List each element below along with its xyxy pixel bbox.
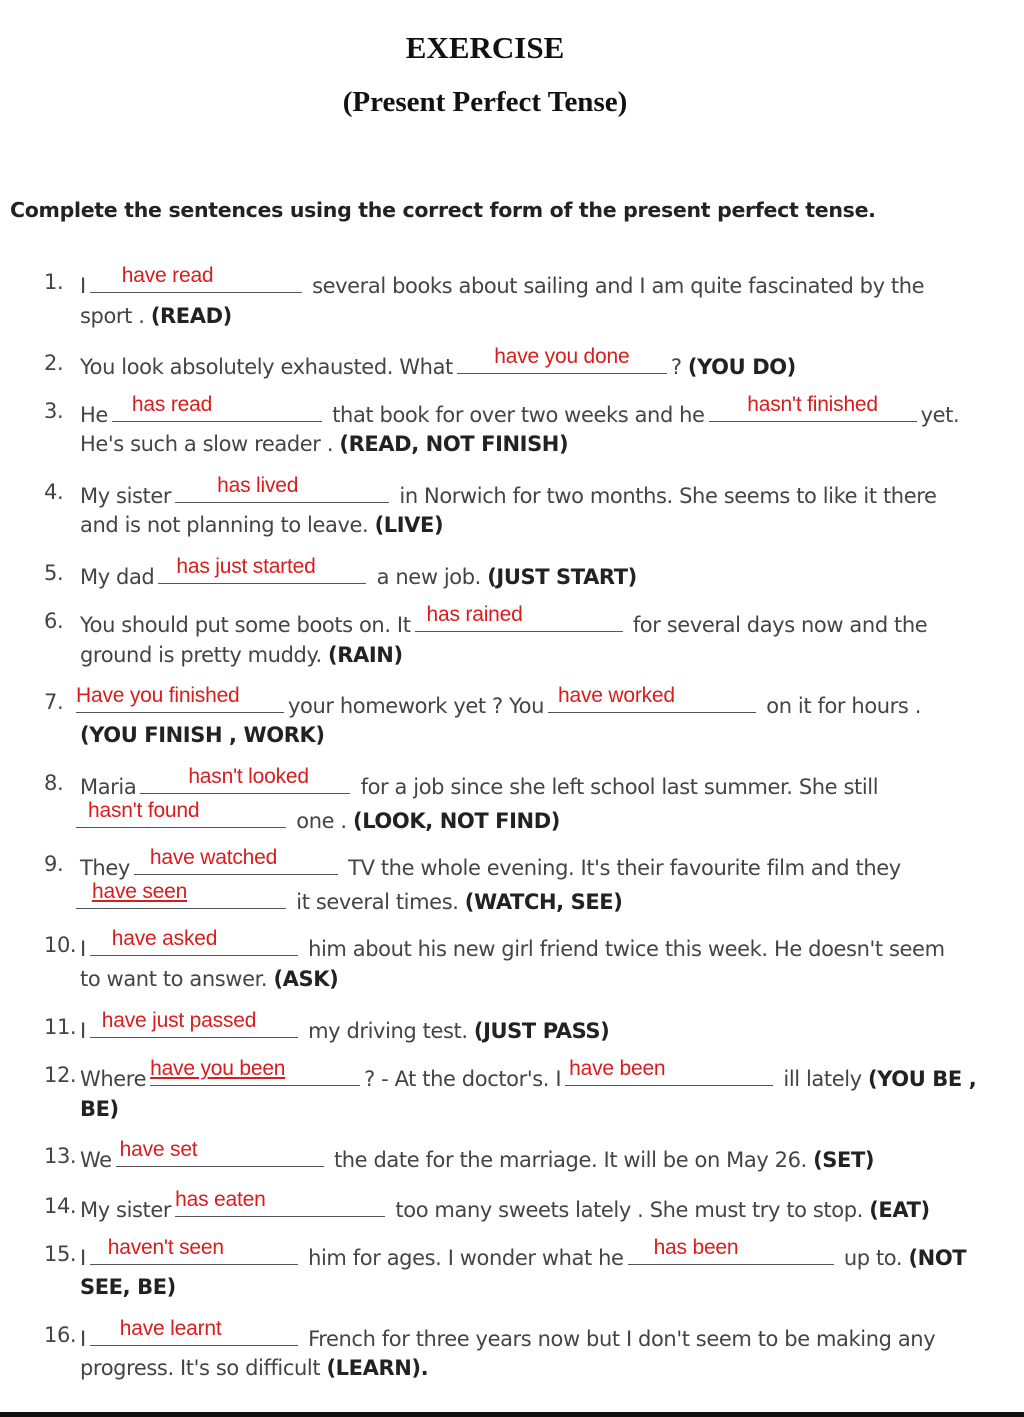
answer-blank[interactable] bbox=[175, 1188, 385, 1217]
sentence-text: I bbox=[80, 937, 86, 961]
answer-blank[interactable] bbox=[76, 684, 284, 713]
exercise-item-12-cont bbox=[80, 1097, 119, 1121]
answer-text: haven't seen bbox=[107, 1236, 224, 1259]
item-number: 14. bbox=[44, 1194, 77, 1218]
sentence-text: a new job. bbox=[376, 565, 481, 589]
exercise-item-15-cont bbox=[80, 1275, 176, 1299]
sentence-text: my driving test. bbox=[308, 1019, 468, 1043]
item-number: 9. bbox=[44, 852, 64, 876]
sentence-text: several books about sailing and I am quite fascinated by the bbox=[312, 274, 925, 298]
exercise-item-10 bbox=[80, 927, 945, 961]
answer-blank[interactable] bbox=[90, 1317, 298, 1346]
item-number: 5. bbox=[44, 561, 64, 585]
answer-blank[interactable] bbox=[76, 880, 286, 909]
exercise-subtitle: (Present Perfect Tense) bbox=[342, 86, 628, 118]
verb-hint: (READ, NOT FINISH) bbox=[339, 432, 569, 456]
answer-text: has read bbox=[131, 393, 213, 416]
verb-hint: (READ) bbox=[150, 304, 232, 328]
answer-text: has eaten bbox=[175, 1188, 266, 1211]
answer-blank[interactable] bbox=[158, 555, 366, 584]
page-bottom-border bbox=[0, 1412, 1024, 1417]
item-number: 2. bbox=[44, 351, 64, 375]
item-number: 12. bbox=[44, 1063, 77, 1087]
sentence-text: He's such a slow reader . bbox=[80, 432, 334, 456]
sentence-text: My dad bbox=[80, 565, 155, 589]
sentence-text: progress. It's so difficult bbox=[80, 1356, 321, 1380]
sentence-text: My sister bbox=[80, 484, 172, 508]
sentence-text: that book for over two weeks and he bbox=[332, 403, 705, 427]
exercise-item-10-cont bbox=[80, 967, 338, 991]
verb-hint: (ASK) bbox=[273, 967, 339, 991]
sentence-text: on it for hours . bbox=[766, 694, 922, 718]
sentence-text: You look absolutely exhausted. What bbox=[80, 355, 453, 379]
exercise-item-3 bbox=[80, 393, 960, 427]
sentence-text: He bbox=[80, 403, 108, 427]
item-number: 4. bbox=[44, 480, 64, 504]
answer-text: has lived bbox=[217, 474, 299, 497]
answer-blank[interactable] bbox=[134, 846, 338, 875]
answer-blank[interactable] bbox=[76, 799, 286, 828]
answer-text: have seen bbox=[92, 880, 188, 903]
answer-blank[interactable] bbox=[116, 1138, 324, 1167]
sentence-text: it several times. bbox=[296, 890, 459, 914]
answer-blank[interactable] bbox=[90, 1236, 298, 1265]
sentence-text: I bbox=[80, 1246, 86, 1270]
sentence-text: TV the whole evening. It's their favourite film and they bbox=[348, 856, 901, 880]
answer-text: has been bbox=[653, 1236, 739, 1259]
sentence-text: My sister bbox=[80, 1198, 172, 1222]
answer-blank[interactable] bbox=[548, 684, 756, 713]
sentence-text: the date for the marriage. It will be on May 26. bbox=[333, 1148, 807, 1172]
sentence-text: for a job since she left school last summer. She still bbox=[360, 775, 879, 799]
answer-text: hasn't finished bbox=[747, 393, 878, 416]
item-number: 1. bbox=[44, 270, 64, 294]
sentence-text: ? bbox=[670, 355, 682, 379]
verb-hint: (LOOK, NOT FIND) bbox=[353, 809, 560, 833]
sentence-text: ill lately bbox=[783, 1067, 862, 1091]
sentence-text: ground is pretty muddy. bbox=[80, 643, 322, 667]
answer-blank[interactable] bbox=[628, 1236, 834, 1265]
answer-blank[interactable] bbox=[90, 1009, 298, 1038]
exercise-item-1 bbox=[80, 264, 925, 298]
sentence-text: I bbox=[80, 1327, 86, 1351]
answer-blank[interactable] bbox=[150, 1057, 360, 1086]
item-number: 13. bbox=[44, 1144, 77, 1168]
exercise-item-4 bbox=[80, 474, 937, 508]
sentence-text: sport . bbox=[80, 304, 145, 328]
answer-text: have watched bbox=[149, 846, 278, 869]
exercise-item-1-cont bbox=[80, 304, 232, 328]
item-number: 10. bbox=[44, 933, 77, 957]
exercise-item-16-cont bbox=[80, 1356, 428, 1380]
exercise-item-2 bbox=[80, 345, 796, 379]
answer-blank[interactable] bbox=[112, 393, 322, 422]
verb-hint: (JUST PASS) bbox=[473, 1019, 610, 1043]
exercise-item-12 bbox=[80, 1057, 977, 1091]
exercise-item-15 bbox=[80, 1236, 967, 1270]
item-number: 16. bbox=[44, 1323, 77, 1347]
sentence-text: We bbox=[80, 1148, 112, 1172]
answer-text: hasn't found bbox=[88, 799, 200, 822]
sentence-text: ? - At the doctor's. I bbox=[364, 1067, 562, 1091]
answer-text: hasn't looked bbox=[188, 765, 309, 788]
exercise-item-5 bbox=[80, 555, 637, 589]
sentence-text: him about his new girl friend twice this week. He doesn't seem bbox=[308, 937, 945, 961]
answer-blank[interactable] bbox=[90, 927, 298, 956]
sentence-text: your homework yet ? You bbox=[288, 694, 544, 718]
item-number: 8. bbox=[44, 771, 64, 795]
item-number: 3. bbox=[44, 399, 64, 423]
answer-text: have been bbox=[569, 1057, 666, 1080]
exercise-item-14 bbox=[80, 1188, 930, 1222]
verb-hint: (JUST START) bbox=[487, 565, 637, 589]
sentence-text: I bbox=[80, 1019, 86, 1043]
verb-hint: (YOU BE , bbox=[868, 1067, 977, 1091]
sentence-text: I bbox=[80, 274, 86, 298]
answer-blank[interactable] bbox=[415, 603, 623, 632]
exercise-item-3-cont bbox=[80, 432, 568, 456]
exercise-item-7-cont bbox=[80, 723, 325, 747]
verb-hint: (LEARN). bbox=[326, 1356, 429, 1380]
answer-text: have learnt bbox=[119, 1317, 222, 1340]
sentence-text: Maria bbox=[80, 775, 137, 799]
answer-text: has rained bbox=[426, 603, 523, 626]
answer-text: have asked bbox=[111, 927, 218, 950]
verb-hint: (YOU FINISH , WORK) bbox=[80, 723, 325, 747]
item-number: 11. bbox=[44, 1015, 77, 1039]
sentence-text: in Norwich for two months. She seems to like it there bbox=[399, 484, 937, 508]
sentence-text: to want to answer. bbox=[80, 967, 268, 991]
sentence-text: one . bbox=[296, 809, 347, 833]
verb-hint: (NOT bbox=[908, 1246, 967, 1270]
verb-hint: SEE, BE) bbox=[80, 1275, 176, 1299]
sentence-text: for several days now and the bbox=[632, 613, 928, 637]
answer-text: has just started bbox=[176, 555, 316, 578]
item-number: 6. bbox=[44, 609, 64, 633]
exercise-item-16 bbox=[80, 1317, 936, 1351]
exercise-item-6-cont bbox=[80, 643, 403, 667]
answer-blank[interactable] bbox=[140, 765, 350, 794]
answer-blank[interactable] bbox=[90, 264, 302, 293]
verb-hint: (RAIN) bbox=[328, 643, 403, 667]
verb-hint: (WATCH, SEE) bbox=[464, 890, 623, 914]
exercise-item-8-cont bbox=[76, 799, 560, 833]
answer-blank[interactable] bbox=[565, 1057, 773, 1086]
item-number: 7. bbox=[44, 690, 64, 714]
answer-text: have you done bbox=[494, 345, 630, 368]
exercise-item-4-cont bbox=[80, 513, 443, 537]
sentence-text: and is not planning to leave. bbox=[80, 513, 369, 537]
instructions: Complete the sentences using the correct form of the present perfect tense. bbox=[10, 198, 876, 222]
sentence-text: You should put some boots on. It bbox=[80, 613, 411, 637]
answer-blank[interactable] bbox=[709, 393, 917, 422]
verb-hint: (LIVE) bbox=[374, 513, 444, 537]
verb-hint: (EAT) bbox=[869, 1198, 930, 1222]
sentence-text: up to. bbox=[843, 1246, 903, 1270]
verb-hint: (SET) bbox=[813, 1148, 875, 1172]
exercise-item-13 bbox=[80, 1138, 875, 1172]
answer-blank[interactable] bbox=[457, 345, 667, 374]
exercise-item-11 bbox=[80, 1009, 610, 1043]
answer-blank[interactable] bbox=[175, 474, 389, 503]
exercise-item-8 bbox=[80, 765, 879, 799]
item-number: 15. bbox=[44, 1242, 77, 1266]
sentence-text: yet. bbox=[920, 403, 960, 427]
sentence-text: too many sweets lately . She must try to stop. bbox=[395, 1198, 863, 1222]
verb-hint: (YOU DO) bbox=[687, 355, 796, 379]
exercise-item-7 bbox=[76, 684, 922, 718]
exercise-item-9 bbox=[80, 846, 901, 880]
sentence-text: They bbox=[80, 856, 130, 880]
answer-text: have set bbox=[119, 1138, 198, 1161]
verb-hint: BE) bbox=[80, 1097, 119, 1121]
answer-text: Have you finished bbox=[76, 684, 240, 707]
answer-text: have read bbox=[121, 264, 214, 287]
sentence-text: him for ages. I wonder what he bbox=[308, 1246, 624, 1270]
answer-text: have just passed bbox=[101, 1009, 257, 1032]
answer-text: have worked bbox=[558, 684, 675, 707]
sentence-text: French for three years now but I don't seem to be making any bbox=[308, 1327, 936, 1351]
exercise-title: EXERCISE bbox=[405, 30, 565, 65]
sentence-text: Where bbox=[80, 1067, 147, 1091]
exercise-item-6 bbox=[80, 603, 928, 637]
exercise-item-9-cont bbox=[76, 880, 623, 914]
answer-text: have you been bbox=[150, 1057, 286, 1080]
